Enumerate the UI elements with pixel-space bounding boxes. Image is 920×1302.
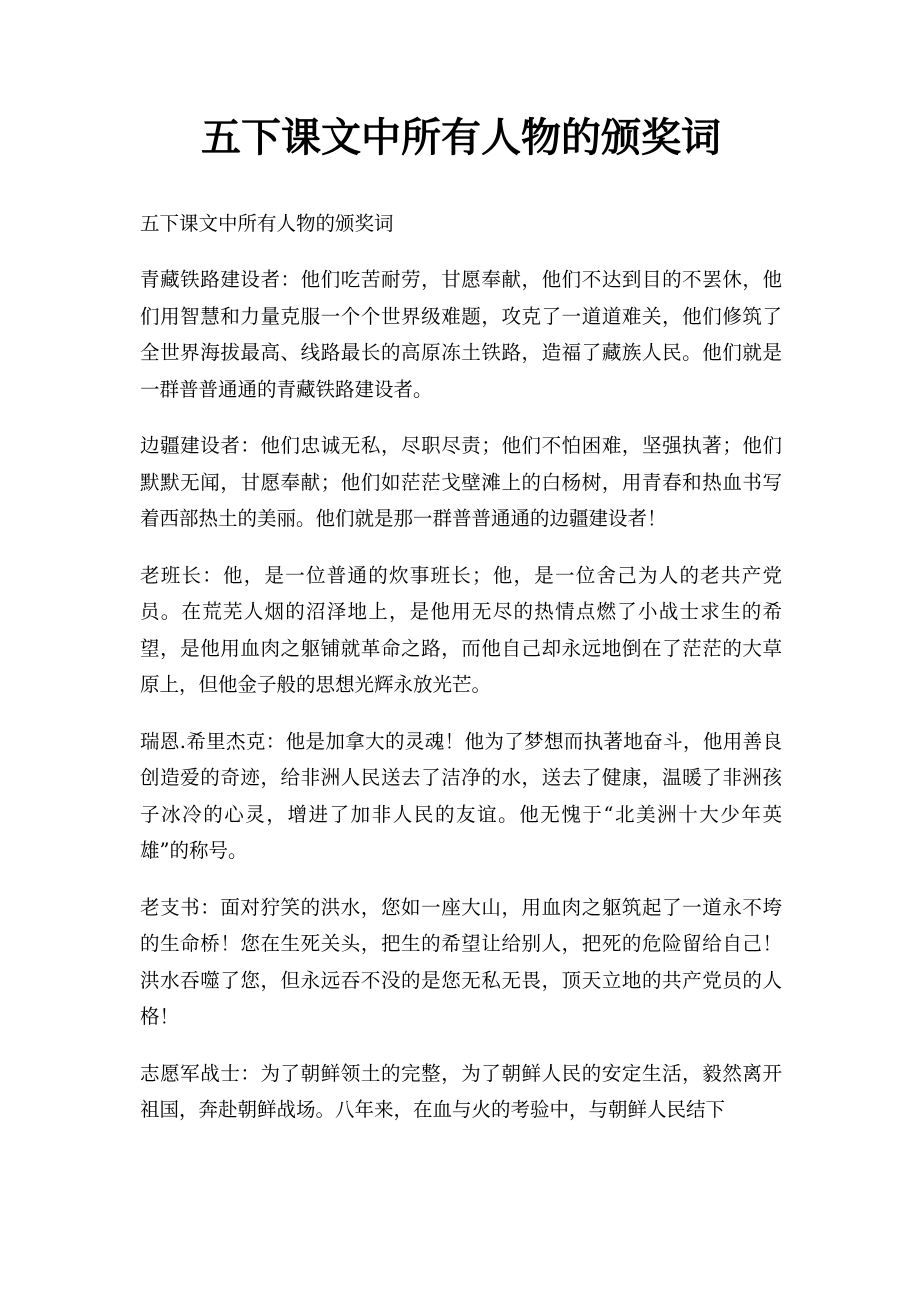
- paragraph-old-squad-leader: 老班长：他，是一位普通的炊事班长；他，是一位舍己为人的老共产党员。在荒芜人烟的沼泽地上，是他用无尽的热情点燃了小战士求生的希望，是他用血肉之躯铺就革命之路，而他自己却永远地倒在了茫茫的大草原上，但他金子般的思想光辉永放光芒。: [140, 563, 782, 696]
- paragraph-qingzang-railway-builders: 青藏铁路建设者：他们吃苦耐劳，甘愿奉献，他们不达到目的不罢休，他们用智慧和力量克服一个个世界级难题，攻克了一道道难关，他们修筑了全世界海拔最高、线路最长的高原冻土铁路，造福了藏族人民。他们就是一群普普通通的青藏铁路建设者。: [140, 268, 782, 401]
- paragraph-ryan: 瑞恩.希里杰克：他是加拿大的灵魂！他为了梦想而执著地奋斗，他用善良创造爱的奇迹，给非洲人民送去了洁净的水，送去了健康，温暖了非洲孩子冰冷的心灵，增进了加非人民的友谊。他无愧于“北美洲十大少年英雄”的称号。: [140, 729, 782, 862]
- paragraph-old-party-secretary: 老支书：面对狞笑的洪水，您如一座大山，用血肉之躯筑起了一道永不垮的生命桥！您在生死关头，把生的希望让给别人，把死的危险留给自己！洪水吞噬了您，但永远吞不没的是您无私无畏，顶天立地的共产党员的人格！: [140, 895, 782, 1028]
- paragraph-border-builders: 边疆建设者：他们忠诚无私，尽职尽责；他们不怕困难，坚强执著；他们默默无闻，甘愿奉献；他们如茫茫戈壁滩上的白杨树，用青春和热血书写着西部热土的美丽。他们就是那一群普普通通的边疆建设者！: [140, 434, 782, 530]
- document-subtitle: 五下课文中所有人物的颁奖词: [140, 212, 394, 235]
- paragraph-volunteer-soldiers: 志愿军战士：为了朝鲜领土的完整，为了朝鲜人民的安定生活，毅然离开祖国，奔赴朝鲜战场。八年来，在血与火的考验中，与朝鲜人民结下: [140, 1061, 782, 1121]
- document-title: 五下课文中所有人物的颁奖词: [201, 114, 721, 161]
